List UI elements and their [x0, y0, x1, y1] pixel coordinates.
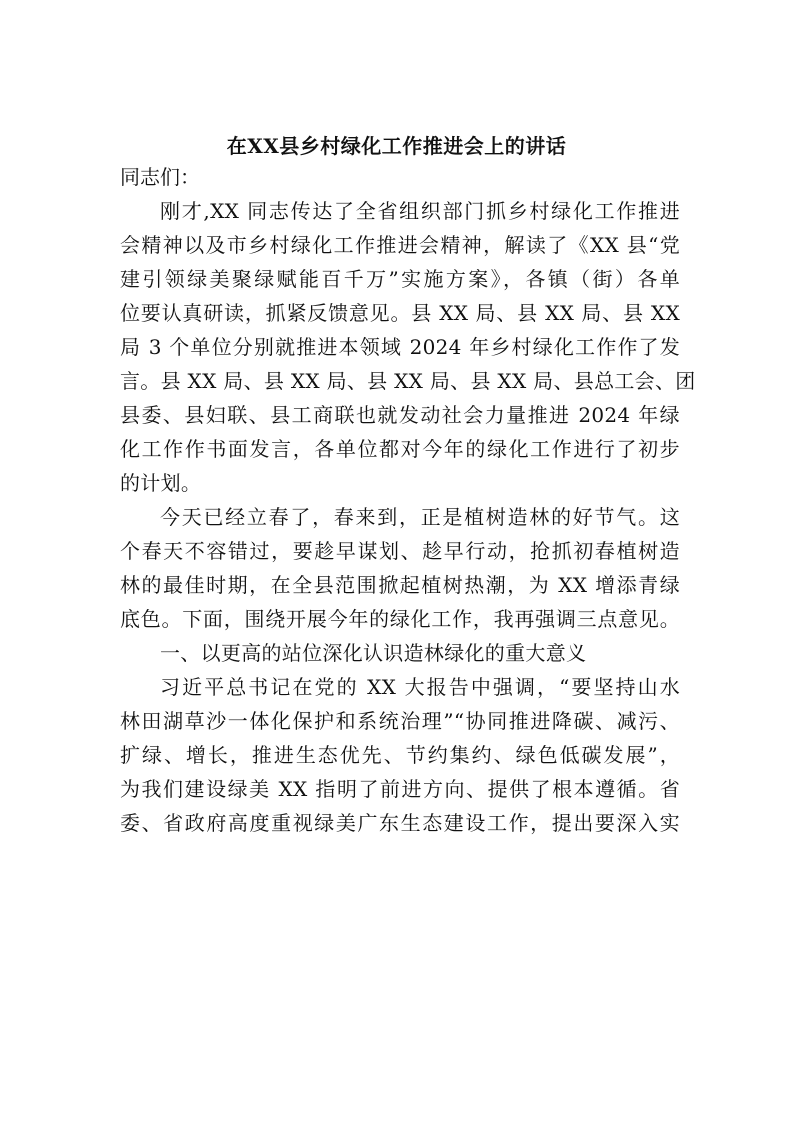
paragraph-line: 林田湖草沙一体化保护和系统治理”“协同推进降碳、减污、: [120, 709, 680, 733]
paragraph-1: [120, 194, 696, 500]
paragraph-line: 会精神以及市乡村绿化工作推进会精神，解读了《XX 县“党: [120, 233, 680, 257]
paragraph-line: 扩绿、增长，推进生态优先、节约集约、绿色低碳发展”，: [120, 743, 680, 767]
paragraph-line: 今天已经立春了，春来到，正是植树造林的好节气。这: [160, 505, 680, 529]
section-heading-1: [120, 636, 680, 670]
paragraph-line: 刚才,XX 同志传达了全省组织部门抓乡村绿化工作推进: [160, 199, 680, 223]
paragraph-line: 县委、县妇联、县工商联也就发动社会力量推进 2024 年绿: [120, 403, 680, 427]
paragraph-line: 的计划。: [120, 471, 202, 495]
paragraph-line: 为我们建设绿美 XX 指明了前进方向、提供了根本遵循。省: [120, 777, 680, 801]
salutation: 同志们：: [120, 165, 200, 189]
paragraph-2: [120, 500, 680, 636]
paragraph-3: [120, 670, 680, 840]
paragraph-line: 局 3 个单位分别就推进本领域 2024 年乡村绿化工作作了发: [120, 335, 680, 359]
paragraph-line: 建引领绿美聚绿赋能百千万”实施方案》，各镇（街）各单: [120, 267, 680, 291]
paragraph-line: 林的最佳时期，在全县范围掀起植树热潮，为 XX 增添青绿: [120, 573, 680, 597]
paragraph-line: 化工作作书面发言，各单位都对今年的绿化工作进行了初步: [120, 437, 680, 461]
paragraph-line: 委、省政府高度重视绿美广东生态建设工作，提出要深入实: [120, 811, 680, 835]
section-heading-text: 一、以更高的站位深化认识造林绿化的重大意义: [160, 641, 587, 665]
paragraph-line: 个春天不容错过，要趁早谋划、趁早行动，抢抓初春植树造: [120, 539, 680, 563]
paragraph-line: 言。县 XX 局、县 XX 局、县 XX 局、县 XX 局、县总工会、团: [120, 369, 696, 393]
document-title: 在XX县乡村绿化工作推进会上的讲话: [226, 134, 567, 158]
paragraph-line: 习近平总书记在党的 XX 大报告中强调，“要坚持山水: [160, 675, 680, 699]
paragraph-line: 位要认真研读，抓紧反馈意见。县 XX 局、县 XX 局、县 XX: [120, 301, 680, 325]
document-body: [120, 160, 696, 840]
paragraph-line: 底色。下面，围绕开展今年的绿化工作，我再强调三点意见。: [120, 607, 680, 631]
